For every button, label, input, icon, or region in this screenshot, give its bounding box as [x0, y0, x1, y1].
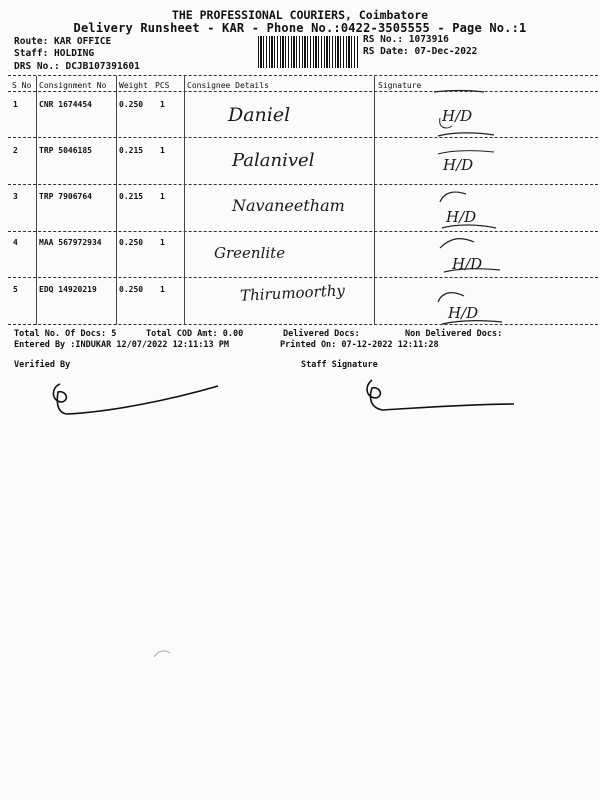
row-consignee-handwritten: Greenlite	[214, 244, 286, 262]
row-consignee-handwritten: Navaneetham	[232, 196, 345, 215]
row-sno: 5	[13, 285, 18, 294]
row-weight: 0.250	[119, 238, 144, 247]
row-sno: 2	[13, 146, 18, 155]
total-docs: Total No. Of Docs: 5	[14, 329, 117, 339]
row-signature-handwritten: H/D	[442, 107, 473, 125]
row-pcs: 1	[160, 238, 165, 247]
table-top-rule	[8, 75, 598, 76]
row-consignment: EDQ 14920219	[39, 285, 97, 294]
col-pcs-header: PCS	[155, 81, 170, 90]
staff-label: Staff: HOLDING	[14, 48, 95, 59]
stray-mark	[150, 645, 180, 665]
total-cod-amount: Total COD Amt: 0.00	[146, 329, 244, 339]
row-weight: 0.250	[119, 100, 144, 109]
row-weight: 0.215	[119, 146, 144, 155]
staff-signature-label: Staff Signature	[301, 360, 378, 370]
signature-strokes	[380, 80, 600, 330]
col-weight-header: Weight	[119, 81, 148, 90]
column-divider	[374, 76, 375, 325]
row-sno: 4	[13, 238, 18, 247]
row-consignment: MAA 567972934	[39, 238, 102, 247]
printed-on: Printed On: 07-12-2022 12:11:28	[280, 340, 439, 350]
row-consignee-handwritten: Palanivel	[232, 150, 315, 171]
row-weight: 0.215	[119, 192, 144, 201]
row-signature-handwritten: H/D	[446, 208, 477, 226]
column-divider	[36, 76, 37, 325]
column-divider	[116, 76, 117, 325]
row-signature-handwritten: H/D	[448, 304, 479, 322]
row-sno: 3	[13, 192, 18, 201]
row-consignment: TRP 7906764	[39, 192, 92, 201]
row-signature-handwritten: H/D	[452, 255, 483, 273]
verified-by-signature	[40, 372, 240, 422]
company-title: THE PROFESSIONAL COURIERS, Coimbatore	[171, 8, 429, 22]
verified-by-label: Verified By	[14, 360, 71, 370]
row-consignment: TRP 5046185	[39, 146, 92, 155]
rs-number: RS No.: 1073916	[363, 34, 449, 45]
col-consignment-header: Consignment No	[39, 81, 107, 90]
staff-signature	[358, 370, 558, 420]
col-signature-header: Signature	[378, 81, 422, 90]
row-consignment: CNR 1674454	[39, 100, 92, 109]
row-weight: 0.250	[119, 285, 144, 294]
drs-number: DRS No.: DCJB107391601	[14, 61, 140, 72]
row-pcs: 1	[160, 146, 165, 155]
non-delivered-docs: Non Delivered Docs:	[405, 329, 503, 339]
barcode	[258, 36, 358, 68]
row-pcs: 1	[160, 285, 165, 294]
row-consignee-handwritten: Thirumoorthy	[239, 281, 346, 305]
row-signature-handwritten: H/D	[443, 156, 474, 174]
row-pcs: 1	[160, 192, 165, 201]
route-label: Route: KAR OFFICE	[14, 36, 112, 47]
row-sno: 1	[13, 100, 18, 109]
entered-by: Entered By :INDUKAR 12/07/2022 12:11:13 PM	[14, 340, 229, 350]
row-consignee-handwritten: Daniel	[228, 104, 291, 126]
rs-date: RS Date: 07-Dec-2022	[363, 46, 478, 57]
row-pcs: 1	[160, 100, 165, 109]
delivered-docs: Delivered Docs:	[283, 329, 360, 339]
col-consignee-header: Consignee Details	[187, 81, 269, 90]
runsheet-subtitle: Delivery Runsheet - KAR - Phone No.:0422-3505555 - Page No.:1	[73, 21, 527, 35]
column-divider	[184, 76, 185, 325]
col-sno-header: S No	[12, 81, 32, 90]
